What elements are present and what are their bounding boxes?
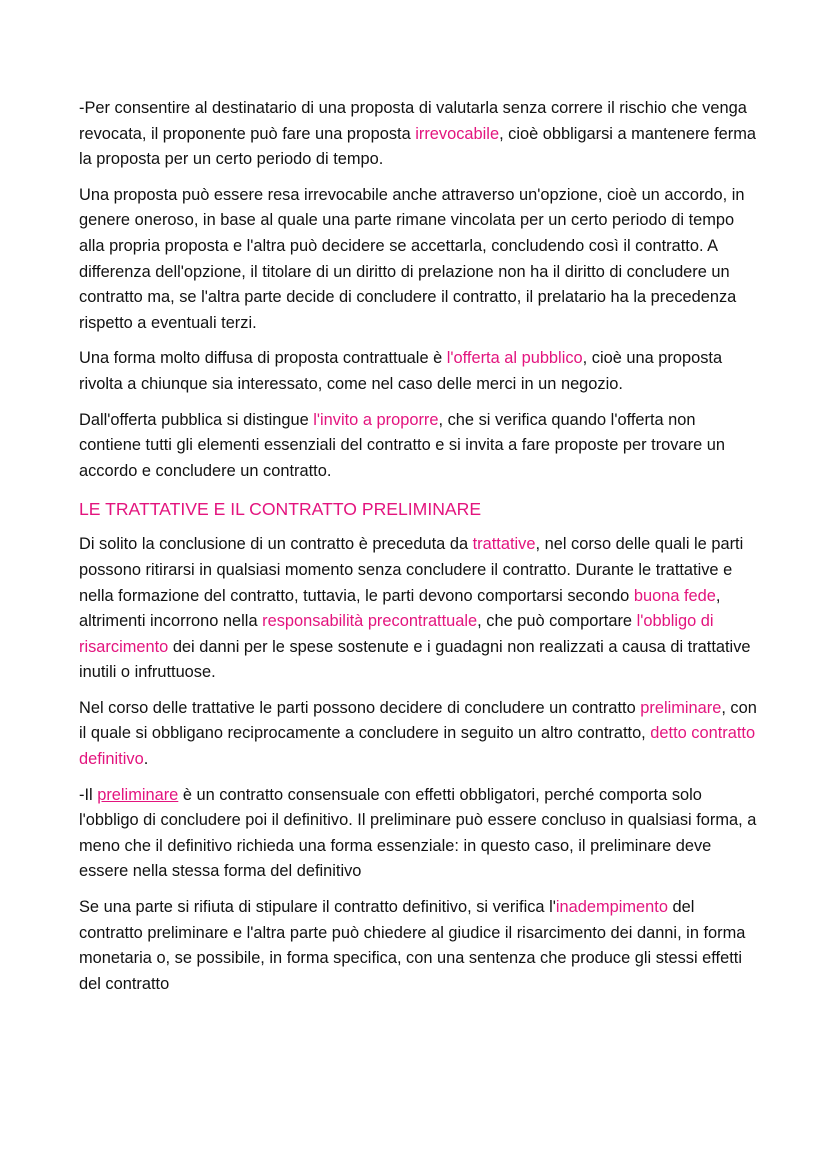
highlight-buona-fede: buona fede (633, 586, 716, 605)
highlight-inadempimento: inadempimento (555, 898, 668, 917)
paragraph-offerta-al-pubblico: Una forma molto diffusa di proposta contrattuale è l'offerta al pubblico, cioè una proposta rivolta a chiunque sia interessato, come nel caso delle merci in un negozio. (79, 349, 723, 393)
highlight-obbligo-di-risarcimento: l'obbligo di risarcimento (79, 612, 714, 656)
paragraph-opzione: Una proposta può essere resa irrevocabile anche attraverso un'opzione, cioè un accordo, in genere oneroso, in base al quale una parte rimane vincolata per un certo periodo di tempo alla propria proposta e l'altra può decidere se accettarla, concludendo così il contratto. A differenza dell'opzione, il titolare di un diritto di prelazione non ha il diritto di concludere un contratto ma, se l'altra parte decide di concludere il contratto, il prelatario ha la precedenza rispetto a eventuali terzi. (79, 185, 745, 332)
paragraph-preliminare-consensuale: -Il preliminare è un contratto consensuale con effetti obbligatori, perché comporta solo l'obbligo di concludere poi il definitivo. Il preliminare può essere concluso in qualsiasi forma, a meno che il definitivo richieda una forma essenziale: in questo caso, il preliminare deve essere nella stessa forma del definitivo (79, 785, 757, 881)
section-heading: LE TRATTATIVE E IL CONTRATTO PRELIMINARE (79, 499, 482, 520)
highlight-trattative: trattative (472, 535, 536, 554)
highlight-responsabilita-precontrattuale: responsabilità precontrattuale (262, 612, 478, 631)
paragraph-contratto-preliminare: Nel corso delle trattative le parti possono decidere di concludere un contratto preliminare, con il quale si obbligano reciprocamente a concludere in seguito un altro contratto, detto contratto definitivo. (79, 698, 757, 769)
highlight-contratto-definitivo: detto contratto definitivo (79, 724, 756, 769)
highlight-preliminare: preliminare (640, 698, 722, 717)
highlight-invito-a-proporre: l'invito a proporre (313, 410, 439, 429)
highlight-irrevocabile: irrevocabile (415, 124, 500, 143)
document-body (79, 96, 759, 1007)
paragraph-proposta-irrevocabile: -Per consentire al destinatario di una proposta di valutarla senza correre il rischio che venga revocata, il proponente può fare una proposta irrevocabile, cioè obbligarsi a mantenere ferma la proposta per un certo periodo di tempo. (79, 99, 756, 169)
paragraph-invito-a-proporre: Dall'offerta pubblica si distingue l'invito a proporre, che si verifica quando l'offerta non contiene tutti gli elementi essenziali del contratto e si invita a fare proposte per trovare un accordo e concludere un contratto. (79, 410, 725, 480)
paragraph-inadempimento: Se una parte si rifiuta di stipulare il contratto definitivo, si verifica l'inadempimento del contratto preliminare e l'altra parte può chiedere al giudice il risarcimento dei danni, in forma monetaria o, se possibile, in forma specifica, con una sentenza che produce gli stessi effetti del contratto (79, 898, 746, 993)
paragraph-trattative: Di solito la conclusione di un contratto è preceduta da trattative, nel corso delle quali le parti possono ritirarsi in qualsiasi momento senza concludere il contratto. Durante le trattative e nella formazione del contratto, tuttavia, le parti devono comportarsi secondo buona fede, altrimenti incorrono nella responsabilità precontrattuale, che può comportare l'obbligo di risarcimento dei danni per le spese sostenute e i guadagni non realizzati a causa di trattative inutili o infruttuose. (79, 535, 751, 682)
highlight-preliminare-underlined: preliminare (97, 785, 179, 804)
highlight-offerta-al-pubblico: l'offerta al pubblico (446, 349, 583, 368)
